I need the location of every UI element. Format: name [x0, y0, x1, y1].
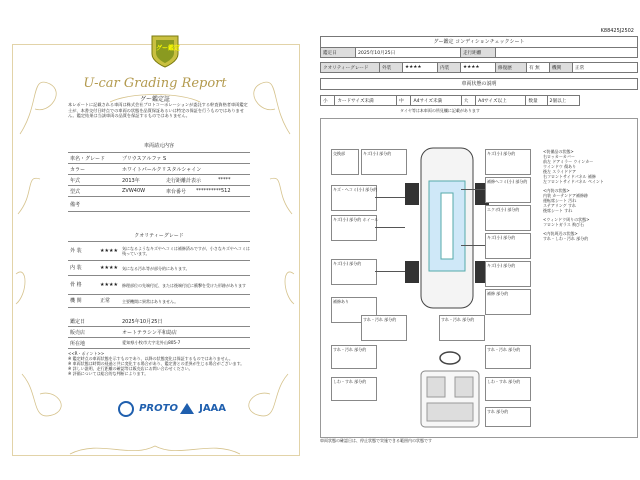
proto-logo: PROTO [118, 398, 178, 417]
note-4: ※ 評価については総合的な判断によります。 [68, 371, 149, 376]
row-color: カラー ホワイトパールクリスタルシャイン [68, 164, 250, 175]
row-year: 年式 2013年 走行距離計表示 ***** [68, 175, 250, 186]
size-scale-table: 小 カードサイズ未満 中 A4サイズ未満 大 A4サイズ以上 数量 2個以上 [320, 95, 580, 106]
sheet-footer: 車両状態の確認日は、停止状態で実施できる範囲内の状態です [320, 438, 432, 443]
note-2: ※ 車両状態は時間の経過と共に変化する場合があり、鑑定書との差異が生じる場合がございます。 [68, 361, 245, 366]
condition-check-sheet [320, 28, 636, 444]
legend-note: タイヤ等は本車両の所見欄に記載があります [400, 108, 480, 113]
quality-interior: 内 装 ★★★★ 気になる汚れ等が部分的にあります。 [68, 261, 250, 276]
interior-view [415, 369, 485, 429]
note-1: ※ 鑑定時点の車両状態を示すものであり、以降の状態変化は保証するものではありません。 [68, 356, 233, 361]
sheet-header: グー鑑定 コンディションチェックシート [320, 36, 638, 48]
grading-report-certificate [10, 14, 300, 470]
notes-title: <<R・ポイント>> [68, 351, 105, 356]
row-notes: 備考 [68, 197, 250, 212]
report-title: U-car Grading Report [83, 76, 227, 91]
notes-block [68, 351, 250, 376]
state-header: 車両状態の説明 [320, 78, 638, 90]
intro-text: 本レポートに記載される車両は株式会社プロトコーポレーションが委託する幹査資格者車両鑑定士が、本書交付日時点での車両の状態を品質保証あるいは特定の保証を行うものではありません。鑑定結果は当該車両の品質を保証するものではありません。 [68, 102, 248, 119]
dealer-info: 鑑定日 2025年10月25日 販売店 オートテラシン平和島店 所在地 愛知県小牧市大字北外山805-7 [68, 316, 250, 349]
report-subtitle: グー鑑定証 [139, 96, 170, 103]
steering-wheel-icon [439, 351, 461, 365]
quality-frame: 骨 格 ★★★★ 修理部位の先端付近、または後端付近に衝撃を受けた形跡があります [68, 276, 250, 295]
note-3: ※ 詳しい説明、走行距離の確認等は販売店にお問い合わせください。 [68, 366, 193, 371]
quality-engine: 機 関 正常 主要機関に異常はありません。 [68, 295, 250, 308]
jaaa-logo: JAAA [180, 398, 226, 417]
document-id: K88425J2502 [600, 28, 634, 34]
quality-section-title: クオリティーグレード [134, 233, 184, 239]
equipment-notes: <装備品の状態> 右ロッカーカバー 前左 ドアミラー ウインカー ウインドウ 傷あり 後左 スライドドア 右フロントサイドパネル 補修 左フロントサイドパネル ペイント <内装の状態> 内装 カーテンドア補修跡 運転席シート 汚れ ステアリング すれ 後席シート すれ <ウィンドウ周りの状態> フロントガラス 飛び石 <内装周辺の状態> すれ・しわ・汚れ 部分的 [543, 149, 604, 241]
badge-label: グー鑑定 [156, 45, 181, 52]
quality-table [68, 241, 250, 308]
quality-exterior: 外 装 ★★★★ 気になるようなキズやヘコミは補修済みですが、小さなキズやヘコミは残っています。 [68, 242, 250, 261]
date-table: 鑑定日 2025年10月25日 走行距離 [320, 47, 638, 58]
vehicle-table [68, 152, 250, 212]
damage-diagram: 交換部 キズ(小) 部分的 キズ・ヘコミ(小) 部分的 キズ(小) 部分的 ホイール キズ(小) 部分的 補修あり すれ・汚れ 部分的 キズ(小) 部分的 補修ヘコミ(小) 部分的 エクボ(小) 部分的 キズ(小) 部分的 キズ(小) 部分的 補修 部分的 すれ・汚れ 部分的 すれ・汚れ 部分的 すれ・汚れ 部分的 しわ・すれ 部分的 しわ・すれ 部分的 すれ 部分的 <装備品の状態> 右ロッカーカバー 前左 ドアミラー ウインカー ウインドウ 傷あり 後左 スライドドア 右フロントサイドパネル 補修 左フロントサイドパネル ペイント <内装の状態> 内装 カーテンドア補修跡 運転席シート 汚れ ステアリング すれ 後席シート すれ <ウィンドウ周りの状態> フロントガラス 飛び石 <内装周辺の状態> すれ・しわ・汚れ 部分的 [320, 118, 638, 438]
row-type: 型式 ZVW40W 車台番号 **********512 [68, 186, 250, 197]
vehicle-section-title: 車両請元内容 [143, 143, 174, 149]
row-model: 車名・グレード プリウスアルファ S [68, 153, 250, 164]
quality-table: クオリティーグレード 外装 ★★★★ 内装 ★★★★ 修復歴 有 無 機関 正常 [320, 62, 638, 73]
goo-kantei-badge [150, 34, 180, 68]
